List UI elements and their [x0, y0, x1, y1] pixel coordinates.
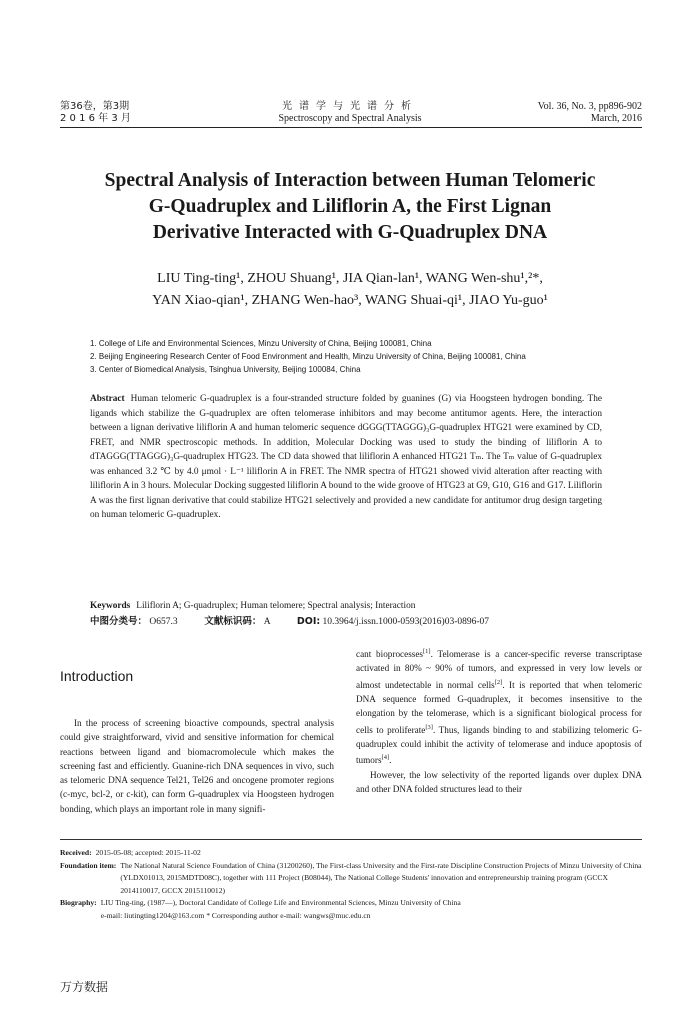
- author-list: [80, 268, 620, 312]
- intro-paragraph-2: However, the low selectivity of the reported ligands over duplex DNA and other DNA folded structures lead to their: [356, 769, 642, 794]
- title-line-2: G-Quadruplex and Liliflorin A, the First Lignan: [148, 196, 552, 217]
- journal-name-cn: 光谱学与光谱分析: [282, 101, 418, 112]
- clc-label: 中图分类号：: [90, 616, 148, 627]
- title-line-1: Spectral Analysis of Interaction between Human Telomeric: [104, 170, 596, 191]
- header-volume-cn: 第36卷，第3期: [60, 101, 130, 112]
- received-label: Received:: [60, 848, 92, 857]
- header-date-en: March, 2016: [590, 113, 642, 124]
- watermark-text: 万方数据: [60, 980, 109, 994]
- citation-ref-2[interactable]: [2]: [494, 678, 503, 686]
- journal-name-en: Spectroscopy and Spectral Analysis: [278, 113, 422, 124]
- doi-value: 10.3964/j.issn.1000-0593(2016)03-0896-07: [322, 617, 490, 627]
- abstract-label: Abstract: [90, 394, 125, 404]
- intro-text-segment: cant bioprocesses: [356, 649, 423, 660]
- clc-value: O657.3: [149, 617, 178, 627]
- doi-label: DOI:: [296, 616, 321, 627]
- citation-ref-4[interactable]: [4]: [381, 754, 390, 762]
- header-divider: [60, 127, 642, 128]
- doc-code-value: A: [263, 617, 271, 627]
- biography-row: [60, 897, 642, 922]
- header-volume-en: Vol. 36, No. 3, pp896-902: [537, 101, 642, 112]
- body-column-right: [356, 645, 642, 796]
- abstract: [90, 392, 602, 523]
- affiliation-2: 2. Beijing Engineering Research Center of Food Environment and Health, Minzu University of China, Beijing 100081, China: [90, 352, 526, 361]
- doc-code-label: 文献标识码：: [204, 616, 262, 627]
- biography-email: e-mail: liutingting1204@163.com * Corresponding author e-mail: wangws@muc.edu.cn: [100, 910, 371, 920]
- affiliation-3: 3. Center of Biomedical Analysis, Tsinghua University, Beijing 100084, China: [90, 365, 361, 374]
- intro-paragraph-1-continued: [356, 645, 642, 768]
- body-column-left: [60, 716, 334, 816]
- classification-line: [90, 615, 630, 629]
- citation-ref-1[interactable]: [1]: [423, 648, 431, 655]
- keywords-label: Keywords: [90, 601, 131, 611]
- keywords: [90, 599, 610, 613]
- introduction-heading: Introduction: [60, 668, 134, 684]
- running-header-right: [460, 101, 642, 125]
- intro-text-segment: .: [389, 755, 392, 766]
- received-text: 2015-05-08; accepted: 2015-11-02: [95, 848, 201, 857]
- biography-text: LIU Ting-ting, (1987—), Doctoral Candidate of College Life and Environmental Sciences, Minzu University of China: [100, 898, 461, 908]
- biography-label: Biography:: [60, 898, 97, 908]
- foundation-text: The National Natural Science Foundation of China (31200260), The First-class University and the First-rate Discipline Construction Projects of Minzu University of China (YLDX01013, 2015MDTD08C), together with 111 Project (B08044), The National College Students' innovation and entrepreneurship training program (GCCX 2014110017, GCCX 2015110012): [120, 860, 642, 895]
- footnote-divider: [60, 839, 642, 840]
- keywords-text: Liliflorin A; G-quadruplex; Human telomere; Spectral analysis; Interaction: [136, 601, 416, 611]
- header-date-cn: 2 0 1 6 年 3 月: [60, 113, 131, 124]
- citation-ref-3[interactable]: [3]: [425, 723, 433, 731]
- affiliation-1: 1. College of Life and Environmental Sciences, Minzu University of China, Beijing 100081, China: [90, 339, 432, 348]
- intro-text-segment: . Thus, ligands binding to and stabilizing telomeric G-quadruplex could inhibit the activity of telomerase and induce apoptosis of tumors: [356, 724, 642, 766]
- received-row: [60, 847, 642, 860]
- abstract-text: Human telomeric G-quadruplex is a four-stranded structure folded by guanines (G) via Hoogsteen hydrogen bonding. The ligands which stabilize the G-quadruplex are often telomerase inhibitors and may become antitumor agents. Here, the interaction between a lignan derivative liliflorin A and human telomeric sequence dGGG(TTAGGG)₃G-quadruplex HTG21 were examined by CD, FRET, and NMR spectroscopic methods. In addition, Molecular Docking was used to study the binding of liliflorin A to dTAGGG(TTAGGG)₃G-quadruplex HTG23. The CD data showed that liliflorin A enhanced HTG21 Tₘ. The Tₘ value of G-quadruplex was enhanced 3.2 ℃ by 4.0 μmol · L⁻¹ liliflorin A in FRET. The NMR spectra of HTG21 showed vivid alteration after reacting with liliflorin A in 3 hours. Molecular Docking suggested liliflorin A bound to the wide groove of HTG23 at G9, G10, G16 and G17. Liliflorin A was the first lignan derivative that could stabilize HTG21 selectively and provided a new candidate for antitumor drug design targeting on human telomeric G-quadruplex.: [90, 394, 602, 520]
- paper-title: [80, 168, 620, 246]
- foundation-label: Foundation item:: [60, 860, 117, 870]
- authors-line-2: YAN Xiao-qian¹, ZHANG Wen-hao³, WANG Shuai-qi¹, JIAO Yu-guo¹: [152, 293, 548, 308]
- affiliations: [90, 337, 650, 376]
- intro-text-segment: . It is reported that when telomeric DNA sequence formed G-quadruplex, it becomes insensitive to the elongation by the telomerase, which is a significant biological process for cells to proliferate: [356, 679, 642, 735]
- title-line-3: Derivative Interacted with G-Quadruplex DNA: [152, 222, 548, 243]
- authors-line-1: LIU Ting-ting¹, ZHOU Shuang¹, JIA Qian-lan¹, WANG Wen-shu¹,²*,: [157, 271, 543, 286]
- footnotes: [60, 847, 642, 923]
- running-header-center: [220, 101, 480, 125]
- foundation-row: [60, 860, 642, 898]
- intro-paragraph-1: In the process of screening bioactive compounds, spectral analysis could give straightforward, vivid and sensitive information for chemical reactions between ligand and biomacromolecule which makes the screening fast and efficiently. Guanine-rich DNA sequences in vivo, such as telomeric DNA sequence Tel21, Tel26 and oncogene promoter regions (c-myc, bcl-2, or c-kit), can form G-quadruplex via Hoogsteen hydrogen bonding, which plays an important role in many signifi-: [60, 718, 334, 814]
- intro-text-segment: . Telomerase is a cancer-specific reverse transcriptase activated in 80% ~ 90% of tumors, and expressed in very low levels or almost undetectable in normal cells: [356, 649, 642, 690]
- running-header-left: [60, 101, 131, 125]
